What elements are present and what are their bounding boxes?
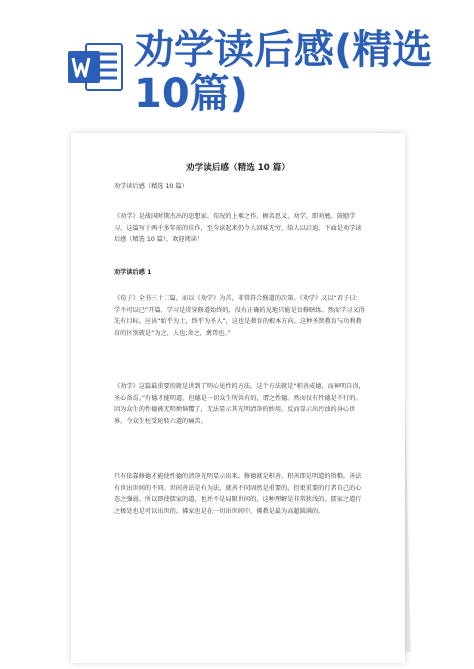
- paragraph-2: 《劝学》这篇最重要的就是讲到了明心见性的方法。这个方法就是“积善成德，而神明自得，圣心备焉。”有德才能明道。但德是一切众生所共有的，谓之性德。然而仅有性德是不行的。因为众生的性德被无明烦恼覆了，无法显示其光明清净的妙用，反而显示出污浊的身心世界，令众生枉受轮转六道的痛苦。: [114, 383, 365, 425]
- page-header: [0, 0, 474, 120]
- section-heading-1: 劝学读后感 1: [114, 269, 152, 276]
- document-title: 劝学读后感（精选 10 篇）: [186, 163, 290, 173]
- paragraph-intro-title: 劝学读后感（精选 10 篇）: [114, 183, 188, 190]
- paragraph-3: 只有依靠修德才能使性德的清净光明显示出来。修德就是积善，积善即是明道的资粮。善法有世出世间的不同。世间善法是有为法，就善不同固然是重要的，但更重要的行者自己的心态之强弱。所以即使儒家的道，也并不是局限世间的，这种理解是非常狭浅的。儒家之道行之极处也是可以出世的。佛家也是在一切出世间中、佛教是最为高超圆满的。: [114, 473, 362, 515]
- page-title: 劝学读后感(精选10篇): [134, 27, 433, 117]
- word-icon: [66, 38, 124, 96]
- paragraph-intro: 《劝学》是战国时期杰出的思想家、荀况的上乘之作。顾名思义，劝学，即劝勉、鼓励学习。这篇写于两千多年前的佳作，至今读起来仍令人回味无穷，给人以启迪。下面是劝学读后感（精选 10 篇），欢迎阅读！: [114, 213, 362, 244]
- paragraph-1: 《荀子》全书三十二篇，而以《劝学》为首，非常符合修道的次第。《劝学》又以“君子曰：学不可以已”开篇。学习是贯穿修道始终的，没有正确的见地只能是盲修瞎练。然而学习又得先有目标。应该“始乎为士，终乎为圣人”，这也是教育的根本方向。这种圣贤教育与功利教育的区别就是“为之，人也;舍之，禽兽也。”: [114, 295, 365, 337]
- document-page: [71, 133, 405, 663]
